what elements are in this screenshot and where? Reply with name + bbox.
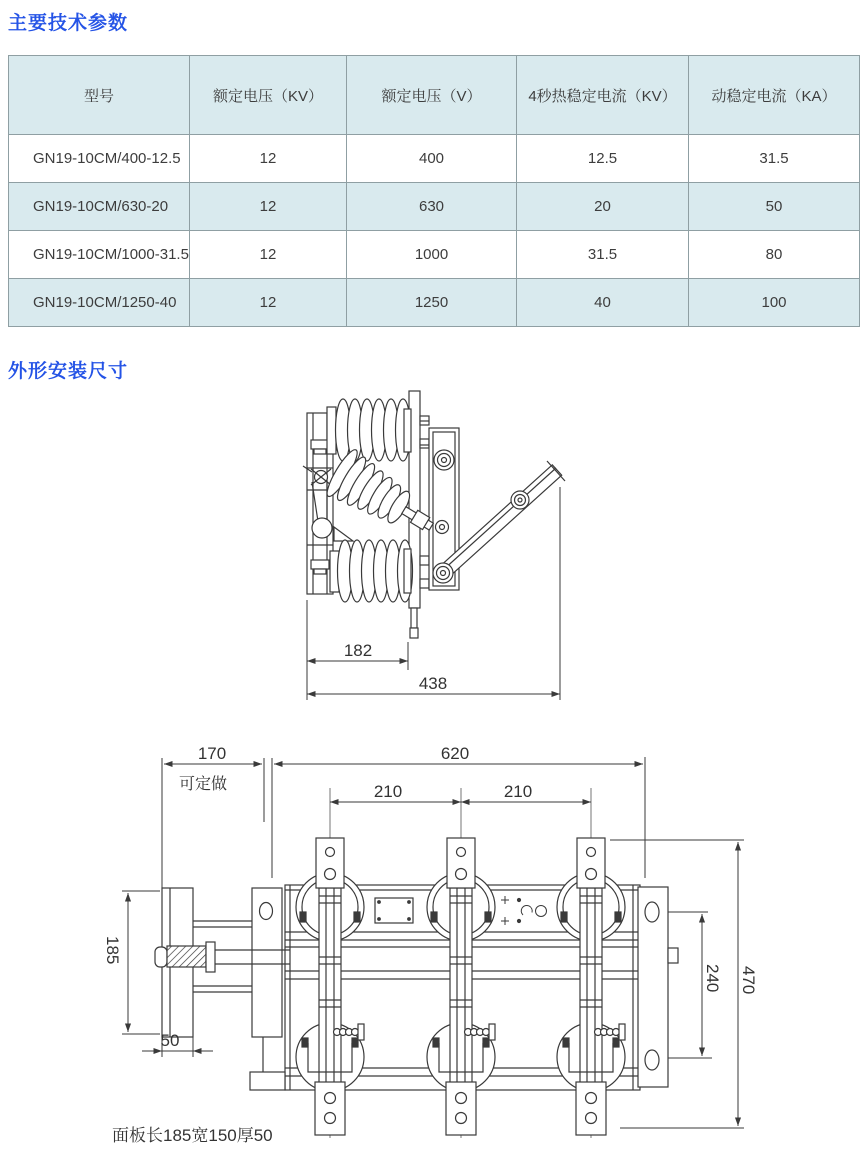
lower-stem xyxy=(410,608,418,638)
cell-value: 12.5 xyxy=(517,135,689,183)
cell-model: GN19-10CM/400-12.5 xyxy=(9,135,190,183)
cell-model: GN19-10CM/630-20 xyxy=(9,183,190,231)
custom-note: 可定做 xyxy=(178,776,228,793)
dim-170-label: 170 xyxy=(197,744,227,763)
cell-value: 400 xyxy=(347,135,517,183)
col-header-thermal-current: 4秒热稳定电流（KV） xyxy=(517,56,689,135)
table-row xyxy=(9,279,860,327)
cell-value: 12 xyxy=(190,231,347,279)
front-view-drawing xyxy=(0,735,867,1154)
dim-50-label: 50 xyxy=(160,1031,180,1050)
dim-240-label: 240 xyxy=(703,964,722,993)
table-header-row xyxy=(9,56,860,135)
col-header-rated-voltage-v: 额定电压（V） xyxy=(347,56,517,135)
section-title-dimensions: 外形安装尺寸 xyxy=(8,361,129,382)
table-row xyxy=(9,231,860,279)
cell-value: 80 xyxy=(689,231,860,279)
flange-bolts xyxy=(420,416,429,588)
col-header-dynamic-current: 动稳定电流（KA） xyxy=(689,56,860,135)
insulator-bottom xyxy=(330,540,413,602)
cell-value: 12 xyxy=(190,183,347,231)
cell-value: 100 xyxy=(689,279,860,327)
dim-182-label: 182 xyxy=(343,641,373,660)
right-end-plate xyxy=(638,887,678,1087)
insulator-diagonal xyxy=(323,447,446,550)
cell-value: 31.5 xyxy=(517,231,689,279)
rod-end-bolt xyxy=(436,521,449,534)
parameters-table xyxy=(8,55,860,327)
panel-size-caption: 面板长185宽150厚50 xyxy=(112,1126,273,1145)
cell-value: 31.5 xyxy=(689,135,860,183)
table-row xyxy=(9,183,860,231)
section-title-parameters: 主要技术参数 xyxy=(8,13,129,34)
cell-value: 12 xyxy=(190,279,347,327)
col-header-model: 型号 xyxy=(9,56,190,135)
cell-value: 20 xyxy=(517,183,689,231)
cell-value: 1250 xyxy=(347,279,517,327)
left-mechanism xyxy=(155,888,290,1090)
insulator-top xyxy=(327,399,411,461)
side-view-drawing xyxy=(0,388,867,710)
col-header-rated-voltage-kv: 额定电压（KV） xyxy=(190,56,347,135)
dim-620-label: 620 xyxy=(440,744,470,763)
dim-210-right-label: 210 xyxy=(503,782,533,801)
dim-185-label: 185 xyxy=(103,936,122,965)
dim-210-left-label: 210 xyxy=(373,782,403,801)
dim-185 xyxy=(122,891,160,1034)
dim-438-label: 438 xyxy=(418,674,448,693)
cell-value: 12 xyxy=(190,135,347,183)
cell-value: 50 xyxy=(689,183,860,231)
dim-470-label: 470 xyxy=(739,966,758,995)
cell-model: GN19-10CM/1000-31.5 xyxy=(9,231,190,279)
table-row xyxy=(9,135,860,183)
cell-value: 40 xyxy=(517,279,689,327)
cell-model: GN19-10CM/1250-40 xyxy=(9,279,190,327)
cell-value: 630 xyxy=(347,183,517,231)
cell-value: 1000 xyxy=(347,231,517,279)
